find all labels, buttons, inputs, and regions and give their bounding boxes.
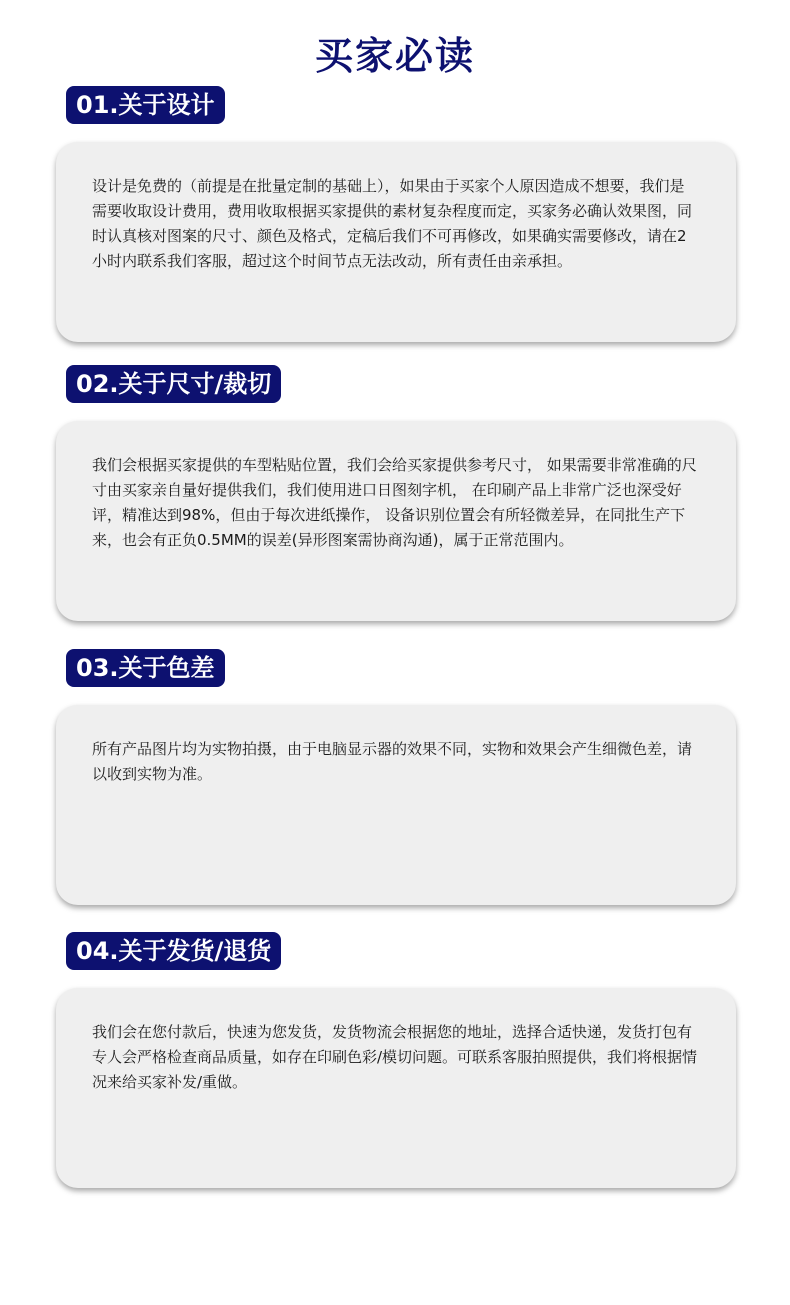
- section-label-design: 01.关于设计: [66, 86, 225, 124]
- card-text-color-difference: 所有产品图片均为实物拍摄，由于电脑显示器的效果不同，实物和效果会产生细微色差，请以收到实物为准。: [92, 740, 693, 783]
- card-text-design: 设计是免费的（前提是在批量定制的基础上），如果由于买家个人原因造成不想要，我们是需要收取设计费用，费用收取根据买家提供的素材复杂程度而定，买家务必确认效果图，同时认真核对图案的尺寸、颜色及格式，定稿后我们不可再修改，如果确实需要修改，请在2小时内联系我们客服，超过这个时间节点无法改动，所有责任由亲承担。: [92, 177, 693, 270]
- section-label-color-difference: 03.关于色差: [66, 649, 225, 687]
- card-shipping-returns: [56, 988, 736, 1188]
- card-text-size-cutting: 我们会根据买家提供的车型粘贴位置，我们会给买家提供参考尺寸， 如果需要非常准确的尺寸由买家亲自量好提供我们，我们使用进口日图刻字机， 在印刷产品上非常广泛也深受好评，精准达到98%，但由于每次进纸操作， 设备识别位置会有所轻微差异，在同批生产下来，也会有正负0.5MM的误差(异形图案需协商沟通)，属于正常范围内。: [92, 456, 697, 549]
- card-text-shipping-returns: 我们会在您付款后，快速为您发货，发货物流会根据您的地址，选择合适快递，发货打包有专人会严格检查商品质量，如存在印刷色彩/模切问题。可联系客服拍照提供，我们将根据情况来给买家补发/重做。: [92, 1023, 698, 1091]
- card-size-cutting: [56, 421, 736, 621]
- section-label-shipping-returns: 04.关于发货/退货: [66, 932, 281, 970]
- card-design: [56, 142, 736, 342]
- page-title: 买家必读: [314, 34, 475, 78]
- section-label-size-cutting: 02.关于尺寸/裁切: [66, 365, 281, 403]
- card-color-difference: [56, 705, 736, 905]
